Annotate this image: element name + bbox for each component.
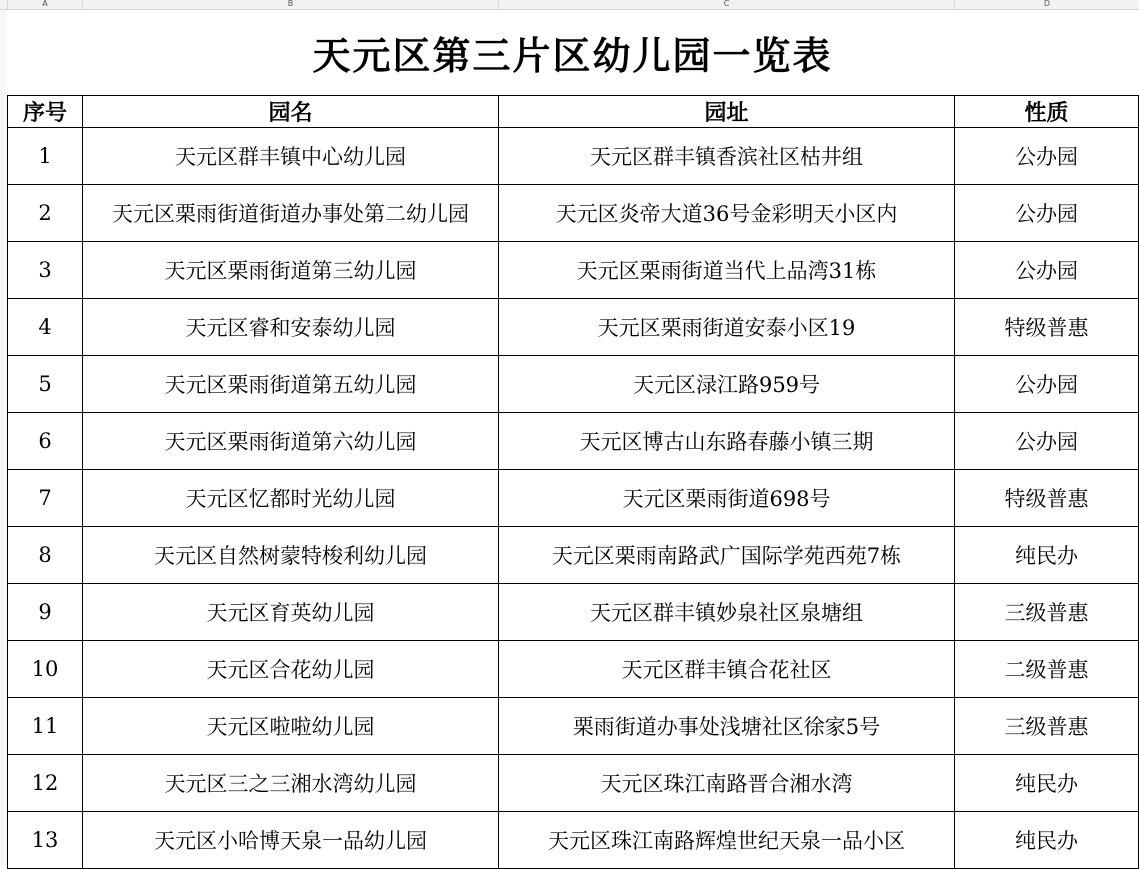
cell-name[interactable]: 天元区合花幼儿园	[83, 641, 499, 698]
table-row	[8, 527, 1139, 584]
cell-address[interactable]: 天元区博古山东路春藤小镇三期	[499, 413, 955, 470]
cell-type[interactable]: 纯民办	[955, 755, 1139, 812]
cell-seq[interactable]: 9	[8, 584, 83, 641]
cell-type[interactable]: 公办园	[955, 185, 1139, 242]
header-row	[8, 96, 1139, 128]
cell-type[interactable]: 公办园	[955, 356, 1139, 413]
table-row	[8, 413, 1139, 470]
cell-type[interactable]: 纯民办	[955, 812, 1139, 869]
cell-name[interactable]: 天元区忆都时光幼儿园	[83, 470, 499, 527]
cell-name[interactable]: 天元区睿和安泰幼儿园	[83, 299, 499, 356]
cell-type[interactable]: 三级普惠	[955, 698, 1139, 755]
table-row	[8, 698, 1139, 755]
cell-name[interactable]: 天元区小哈博天泉一品幼儿园	[83, 812, 499, 869]
cell-name[interactable]: 天元区三之三湘水湾幼儿园	[83, 755, 499, 812]
cell-name[interactable]: 天元区群丰镇中心幼儿园	[83, 128, 499, 185]
cell-seq[interactable]: 11	[8, 698, 83, 755]
header-address[interactable]: 园址	[499, 96, 955, 128]
cell-name[interactable]: 天元区自然树蒙特梭利幼儿园	[83, 527, 499, 584]
header-seq[interactable]: 序号	[8, 96, 83, 128]
cell-seq[interactable]: 1	[8, 128, 83, 185]
cell-type[interactable]: 特级普惠	[955, 470, 1139, 527]
cell-name[interactable]: 天元区栗雨街道第五幼儿园	[83, 356, 499, 413]
cell-address[interactable]: 天元区群丰镇合花社区	[499, 641, 955, 698]
cell-type[interactable]: 公办园	[955, 242, 1139, 299]
cell-type[interactable]: 三级普惠	[955, 584, 1139, 641]
cell-name[interactable]: 天元区栗雨街道第六幼儿园	[83, 413, 499, 470]
cell-address[interactable]: 天元区栗雨街道698号	[499, 470, 955, 527]
cell-name[interactable]: 天元区栗雨街道街道办事处第二幼儿园	[83, 185, 499, 242]
cell-address[interactable]: 天元区渌江路959号	[499, 356, 955, 413]
cell-name[interactable]: 天元区啦啦幼儿园	[83, 698, 499, 755]
column-header-bar	[0, 0, 1139, 10]
cell-seq[interactable]: 4	[8, 299, 83, 356]
cell-seq[interactable]: 8	[8, 527, 83, 584]
cell-type[interactable]: 特级普惠	[955, 299, 1139, 356]
cell-address[interactable]: 天元区珠江南路晋合湘水湾	[499, 755, 955, 812]
cell-address[interactable]: 天元区栗雨南路武广国际学苑西苑7栋	[499, 527, 955, 584]
header-type[interactable]: 性质	[955, 96, 1139, 128]
column-header-a[interactable]: A	[7, 0, 82, 9]
column-header-c[interactable]: C	[498, 0, 954, 9]
cell-name[interactable]: 天元区栗雨街道第三幼儿园	[83, 242, 499, 299]
cell-seq[interactable]: 13	[8, 812, 83, 869]
cell-seq[interactable]: 5	[8, 356, 83, 413]
table-row	[8, 128, 1139, 185]
sheet-title[interactable]: 天元区第三片区幼儿园一览表	[312, 33, 833, 78]
cell-seq[interactable]: 2	[8, 185, 83, 242]
cell-seq[interactable]: 6	[8, 413, 83, 470]
table-row	[8, 584, 1139, 641]
table-row	[8, 185, 1139, 242]
cell-type[interactable]: 公办园	[955, 128, 1139, 185]
cell-type[interactable]: 纯民办	[955, 527, 1139, 584]
cell-address[interactable]: 栗雨街道办事处浅塘社区徐家5号	[499, 698, 955, 755]
cell-address[interactable]: 天元区炎帝大道36号金彩明天小区内	[499, 185, 955, 242]
cell-address[interactable]: 天元区珠江南路辉煌世纪天泉一品小区	[499, 812, 955, 869]
cell-seq[interactable]: 12	[8, 755, 83, 812]
cell-name[interactable]: 天元区育英幼儿园	[83, 584, 499, 641]
cell-type[interactable]: 二级普惠	[955, 641, 1139, 698]
table-row	[8, 641, 1139, 698]
column-header-d[interactable]: D	[954, 0, 1139, 9]
cell-address[interactable]: 天元区栗雨街道安泰小区19	[499, 299, 955, 356]
cell-address[interactable]: 天元区群丰镇妙泉社区泉塘组	[499, 584, 955, 641]
cell-address[interactable]: 天元区栗雨街道当代上品湾31栋	[499, 242, 955, 299]
cell-address[interactable]: 天元区群丰镇香滨社区枯井组	[499, 128, 955, 185]
table-row	[8, 812, 1139, 869]
cell-seq[interactable]: 10	[8, 641, 83, 698]
row-header-gutter	[0, 10, 7, 866]
cell-type[interactable]: 公办园	[955, 413, 1139, 470]
column-header-b[interactable]: B	[82, 0, 498, 9]
header-name[interactable]: 园名	[83, 96, 499, 128]
table-row	[8, 470, 1139, 527]
table-row	[8, 356, 1139, 413]
table-row	[8, 299, 1139, 356]
table-row	[8, 755, 1139, 812]
kindergarten-table	[7, 95, 1139, 869]
cell-seq[interactable]: 3	[8, 242, 83, 299]
table-row	[8, 242, 1139, 299]
cell-seq[interactable]: 7	[8, 470, 83, 527]
